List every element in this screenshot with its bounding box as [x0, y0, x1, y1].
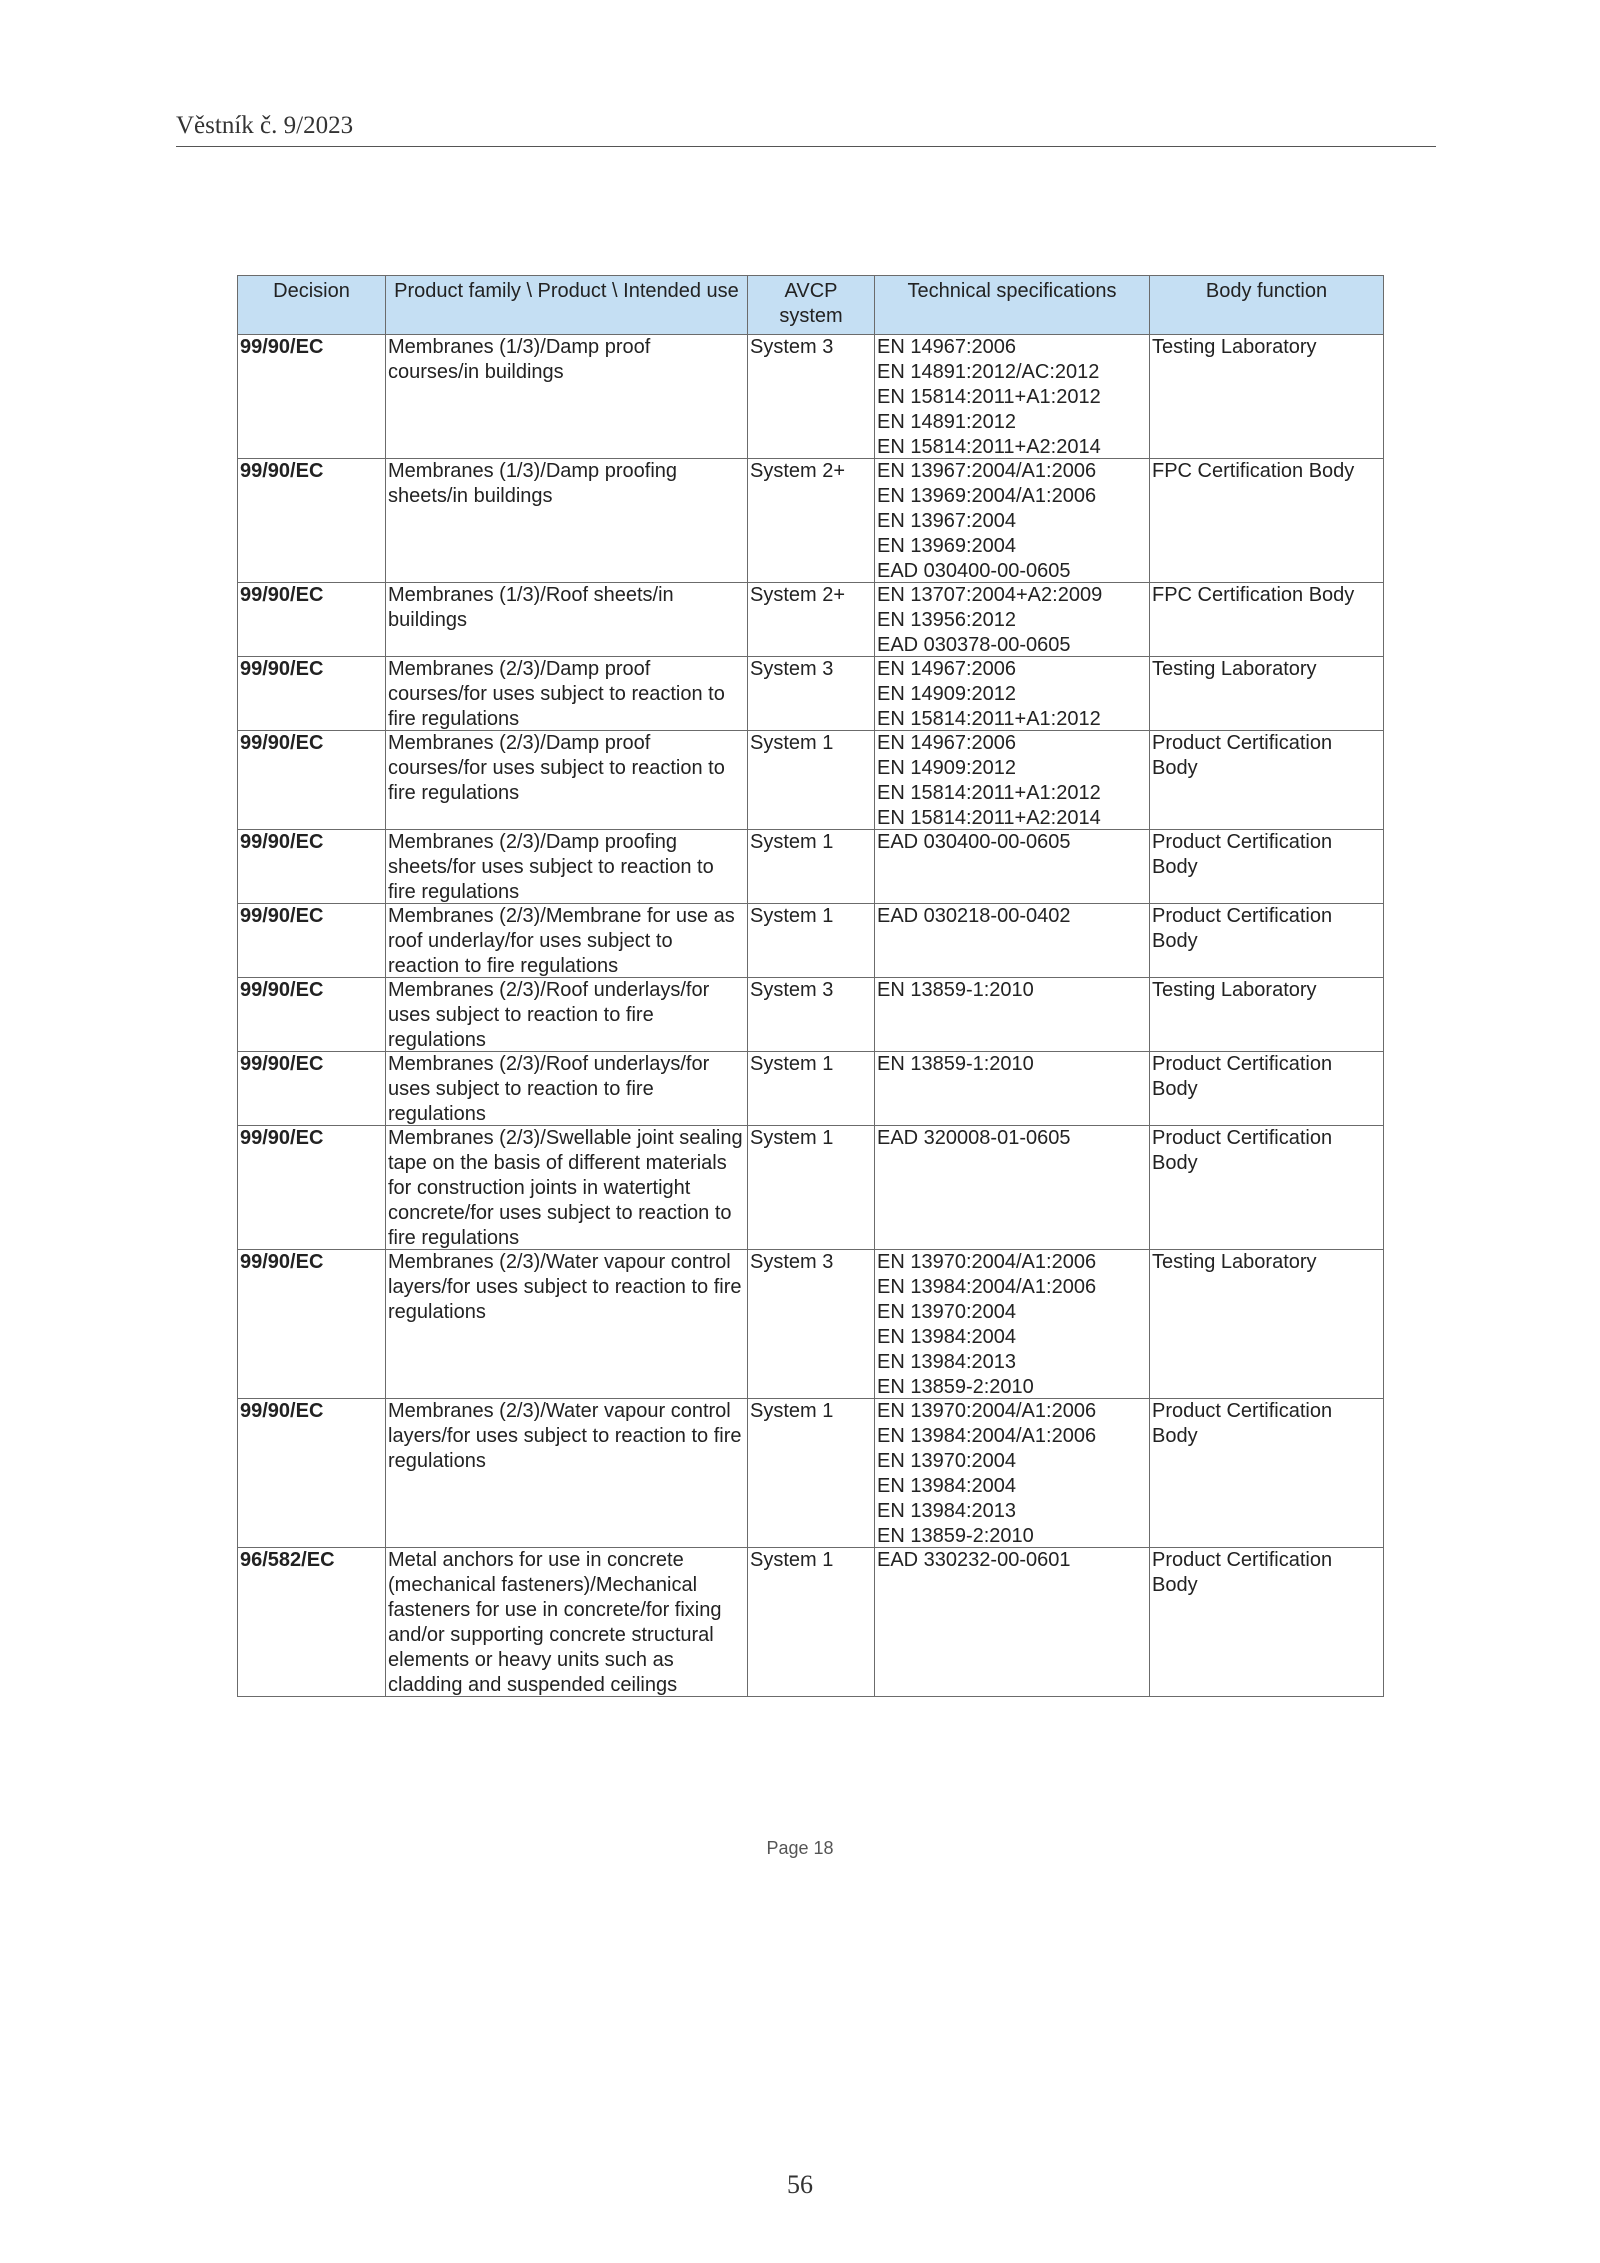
body-function-cell	[1150, 830, 1384, 904]
spec-entry: EN 13956:2012	[877, 609, 1017, 631]
page-header: Věstník č. 9/2023	[176, 112, 1436, 147]
product-cell-text: Membranes (2/3)/Membrane for use as roof underlay/for uses subject to reaction to fire regulations	[388, 905, 735, 976]
column-header-decision: Decision	[238, 276, 386, 335]
avcp-cell-text: System 3	[750, 1251, 834, 1273]
body-function-cell	[1150, 657, 1384, 731]
specs-cell	[875, 657, 1150, 731]
body-function-cell	[1150, 583, 1384, 657]
spec-entry: EN 13969:2004	[877, 535, 1017, 557]
spec-entry: EN 14891:2012/AC:2012	[877, 361, 1100, 383]
body-function-cell	[1150, 459, 1384, 583]
avcp-cell	[748, 1548, 875, 1697]
body-function-cell-text: Product Certification Body	[1152, 1053, 1333, 1100]
decision-cell-text: 99/90/EC	[240, 905, 324, 927]
column-header-product: Product family \ Product \ Intended use	[386, 276, 748, 335]
specs-cell	[875, 459, 1150, 583]
product-cell	[386, 978, 748, 1052]
spec-entry: EN 13970:2004/A1:2006	[877, 1251, 1097, 1273]
spec-entry: EN 13969:2004/A1:2006	[877, 485, 1097, 507]
product-cell-text: Membranes (2/3)/Roof underlays/for uses subject to reaction to fire regulations	[388, 979, 710, 1050]
table-row	[238, 1548, 1384, 1697]
product-cell-text: Membranes (2/3)/Roof underlays/for uses subject to reaction to fire regulations	[388, 1053, 710, 1124]
table-row	[238, 830, 1384, 904]
avcp-cell	[748, 830, 875, 904]
body-function-cell	[1150, 978, 1384, 1052]
spec-entry: EAD 030400-00-0605	[877, 831, 1071, 853]
product-cell-text: Membranes (2/3)/Damp proofing sheets/for uses subject to reaction to fire regulations	[388, 831, 714, 902]
specs-cell-text	[877, 657, 1147, 729]
spec-entry: EN 13859-2:2010	[877, 1376, 1034, 1397]
product-cell-text: Membranes (2/3)/Damp proof courses/for uses subject to reaction to fire regulations	[388, 732, 725, 804]
avcp-cell-text: System 3	[750, 336, 834, 358]
spec-entry: EN 13859-2:2010	[877, 1525, 1034, 1546]
decision-cell	[238, 459, 386, 583]
specs-cell-text	[877, 1052, 1147, 1077]
specs-cell-text	[877, 904, 1147, 929]
spec-entry: EN 13970:2004/A1:2006	[877, 1400, 1097, 1422]
table-row	[238, 978, 1384, 1052]
product-cell-text: Membranes (2/3)/Swellable joint sealing tape on the basis of different materials for construction joints in watertight concrete/for uses subject to reaction to fire regulations	[388, 1127, 743, 1248]
product-cell-text: Membranes (1/3)/Roof sheets/in buildings	[388, 584, 674, 631]
spec-entry: EN 13984:2013	[877, 1351, 1017, 1373]
table-row	[238, 731, 1384, 830]
spec-entry: EAD 320008-01-0605	[877, 1127, 1071, 1149]
body-function-cell	[1150, 904, 1384, 978]
body-function-cell	[1150, 1548, 1384, 1697]
decision-cell-text: 96/582/EC	[240, 1549, 335, 1571]
specs-cell-text	[877, 335, 1147, 457]
decision-cell-text: 99/90/EC	[240, 584, 324, 606]
avcp-cell	[748, 657, 875, 731]
table-row	[238, 1126, 1384, 1250]
spec-entry: EN 14967:2006	[877, 336, 1017, 358]
body-function-cell-text: Product Certification Body	[1152, 831, 1333, 878]
decision-cell	[238, 1250, 386, 1399]
specs-cell	[875, 1250, 1150, 1399]
spec-entry: EAD 330232-00-0601	[877, 1549, 1071, 1571]
avcp-cell	[748, 1052, 875, 1126]
specs-cell-text	[877, 1126, 1147, 1151]
product-cell	[386, 1548, 748, 1697]
decision-cell	[238, 1126, 386, 1250]
product-cell	[386, 1250, 748, 1399]
product-cell	[386, 459, 748, 583]
spec-entry: EAD 030400-00-0605	[877, 560, 1071, 581]
table-row	[238, 583, 1384, 657]
product-cell-text: Membranes (2/3)/Damp proof courses/for uses subject to reaction to fire regulations	[388, 658, 725, 729]
decision-cell-text: 99/90/EC	[240, 460, 324, 482]
spec-entry: EN 15814:2011+A2:2014	[877, 807, 1101, 828]
avcp-cell	[748, 978, 875, 1052]
spec-entry: EN 14891:2012	[877, 411, 1017, 433]
specs-cell	[875, 583, 1150, 657]
spec-entry: EN 15814:2011+A2:2014	[877, 436, 1101, 457]
product-cell	[386, 830, 748, 904]
body-function-cell	[1150, 1399, 1384, 1548]
specs-cell	[875, 1052, 1150, 1126]
avcp-cell	[748, 904, 875, 978]
decision-cell-text: 99/90/EC	[240, 831, 324, 853]
decision-cell	[238, 1052, 386, 1126]
avcp-cell-text: System 2+	[750, 584, 846, 606]
spec-entry: EAD 030218-00-0402	[877, 905, 1071, 927]
decision-cell-text: 99/90/EC	[240, 1251, 324, 1273]
decision-cell-text: 99/90/EC	[240, 1053, 324, 1075]
spec-entry: EN 13984:2004/A1:2006	[877, 1276, 1097, 1298]
spec-entry: EN 13970:2004	[877, 1301, 1017, 1323]
specs-cell	[875, 1126, 1150, 1250]
body-function-cell-text: Product Certification Body	[1152, 905, 1333, 952]
table-row	[238, 459, 1384, 583]
spec-entry: EN 13970:2004	[877, 1450, 1017, 1472]
body-function-cell	[1150, 731, 1384, 830]
avcp-cell-text: System 1	[750, 1400, 834, 1422]
spec-entry: EN 14909:2012	[877, 757, 1017, 779]
specs-cell	[875, 978, 1150, 1052]
body-function-cell	[1150, 1052, 1384, 1126]
decision-cell	[238, 978, 386, 1052]
body-function-cell	[1150, 1126, 1384, 1250]
body-function-cell-text: FPC Certification Body	[1152, 584, 1355, 606]
spec-entry: EN 13967:2004/A1:2006	[877, 460, 1097, 482]
body-function-cell-text: Product Certification Body	[1152, 732, 1333, 779]
column-header-body: Body function	[1150, 276, 1384, 335]
product-cell	[386, 731, 748, 830]
body-function-cell-text: Testing Laboratory	[1152, 658, 1317, 680]
body-function-cell	[1150, 335, 1384, 459]
avcp-cell-text: System 1	[750, 831, 834, 853]
decision-cell	[238, 583, 386, 657]
spec-entry: EN 15814:2011+A1:2012	[877, 782, 1101, 804]
table-row	[238, 657, 1384, 731]
avcp-cell	[748, 335, 875, 459]
avcp-cell	[748, 459, 875, 583]
column-header-avcp: AVCP system	[748, 276, 875, 335]
specs-cell-text	[877, 583, 1147, 655]
spec-entry: EN 13984:2004/A1:2006	[877, 1425, 1097, 1447]
table-header-row	[238, 276, 1384, 335]
avcp-cell	[748, 731, 875, 830]
avcp-cell	[748, 1126, 875, 1250]
decision-cell-text: 99/90/EC	[240, 732, 324, 754]
specs-cell-text	[877, 731, 1147, 828]
spec-entry: EN 14967:2006	[877, 732, 1017, 754]
body-function-cell-text: Product Certification Body	[1152, 1400, 1333, 1447]
specs-cell-text	[877, 978, 1147, 1003]
decision-cell-text: 99/90/EC	[240, 1127, 324, 1149]
table-row	[238, 335, 1384, 459]
decision-cell-text: 99/90/EC	[240, 336, 324, 358]
specs-cell	[875, 1399, 1150, 1548]
decision-cell	[238, 1548, 386, 1697]
avcp-cell-text: System 2+	[750, 460, 846, 482]
spec-entry: EN 14967:2006	[877, 658, 1017, 680]
product-cell	[386, 904, 748, 978]
spec-entry: EN 15814:2011+A1:2012	[877, 386, 1101, 408]
spec-entry: EN 13984:2004	[877, 1475, 1017, 1497]
avcp-cell-text: System 1	[750, 1127, 834, 1149]
certification-table	[237, 275, 1384, 1697]
product-cell-text: Membranes (2/3)/Water vapour control layers/for uses subject to reaction to fire regulations	[388, 1251, 742, 1323]
product-cell	[386, 335, 748, 459]
specs-cell	[875, 1548, 1150, 1697]
avcp-cell-text: System 1	[750, 1549, 834, 1571]
specs-cell	[875, 904, 1150, 978]
table-row	[238, 1052, 1384, 1126]
decision-cell	[238, 731, 386, 830]
product-cell-text: Membranes (1/3)/Damp proof courses/in buildings	[388, 336, 651, 383]
body-function-cell-text: Testing Laboratory	[1152, 979, 1317, 1001]
avcp-cell-text: System 1	[750, 1053, 834, 1075]
specs-cell-text	[877, 1399, 1147, 1546]
avcp-cell-text: System 1	[750, 905, 834, 927]
specs-cell-text	[877, 1548, 1147, 1573]
decision-cell	[238, 657, 386, 731]
avcp-cell	[748, 1399, 875, 1548]
body-function-cell-text: Product Certification Body	[1152, 1549, 1333, 1596]
table-row	[238, 904, 1384, 978]
body-function-cell-text: FPC Certification Body	[1152, 460, 1355, 482]
spec-entry: EN 13859-1:2010	[877, 979, 1034, 1001]
decision-cell	[238, 1399, 386, 1548]
specs-cell-text	[877, 1250, 1147, 1397]
product-cell	[386, 1052, 748, 1126]
spec-entry: EN 13984:2013	[877, 1500, 1017, 1522]
product-cell	[386, 583, 748, 657]
spec-entry: EN 15814:2011+A1:2012	[877, 708, 1101, 729]
decision-cell	[238, 335, 386, 459]
spec-entry: EN 13967:2004	[877, 510, 1017, 532]
body-function-cell-text: Testing Laboratory	[1152, 1251, 1317, 1273]
specs-cell	[875, 731, 1150, 830]
spec-entry: EN 13859-1:2010	[877, 1053, 1034, 1075]
decision-cell-text: 99/90/EC	[240, 979, 324, 1001]
body-function-cell	[1150, 1250, 1384, 1399]
decision-cell	[238, 904, 386, 978]
product-cell-text: Metal anchors for use in concrete (mechanical fasteners)/Mechanical fasteners for use in concrete/for fixing and/or supporting concrete structural elements or heavy units such as cladding and suspended ceilings	[388, 1549, 722, 1695]
product-cell-text: Membranes (1/3)/Damp proofing sheets/in buildings	[388, 460, 678, 507]
spec-entry: EN 13707:2004+A2:2009	[877, 584, 1103, 606]
decision-cell-text: 99/90/EC	[240, 658, 324, 680]
avcp-cell-text: System 3	[750, 658, 834, 680]
specs-cell-text	[877, 459, 1147, 581]
avcp-cell	[748, 1250, 875, 1399]
specs-cell	[875, 830, 1150, 904]
table-body	[238, 335, 1384, 1697]
specs-cell-text	[877, 830, 1147, 855]
table-row	[238, 1250, 1384, 1399]
body-function-cell-text: Product Certification Body	[1152, 1127, 1333, 1174]
column-header-specs: Technical specifications	[875, 276, 1150, 335]
avcp-cell-text: System 3	[750, 979, 834, 1001]
avcp-cell-text: System 1	[750, 732, 834, 754]
decision-cell-text: 99/90/EC	[240, 1400, 324, 1422]
spec-entry: EAD 030378-00-0605	[877, 634, 1071, 655]
spec-entry: EN 13984:2004	[877, 1326, 1017, 1348]
product-cell	[386, 1126, 748, 1250]
avcp-cell	[748, 583, 875, 657]
page-number: 56	[787, 2170, 813, 2199]
product-cell-text: Membranes (2/3)/Water vapour control layers/for uses subject to reaction to fire regulations	[388, 1400, 742, 1472]
specs-cell	[875, 335, 1150, 459]
table-row	[238, 1399, 1384, 1548]
product-cell	[386, 657, 748, 731]
decision-cell	[238, 830, 386, 904]
spec-entry: EN 14909:2012	[877, 683, 1017, 705]
product-cell	[386, 1399, 748, 1548]
body-function-cell-text: Testing Laboratory	[1152, 336, 1317, 358]
page-label: Page 18	[766, 1838, 834, 1858]
